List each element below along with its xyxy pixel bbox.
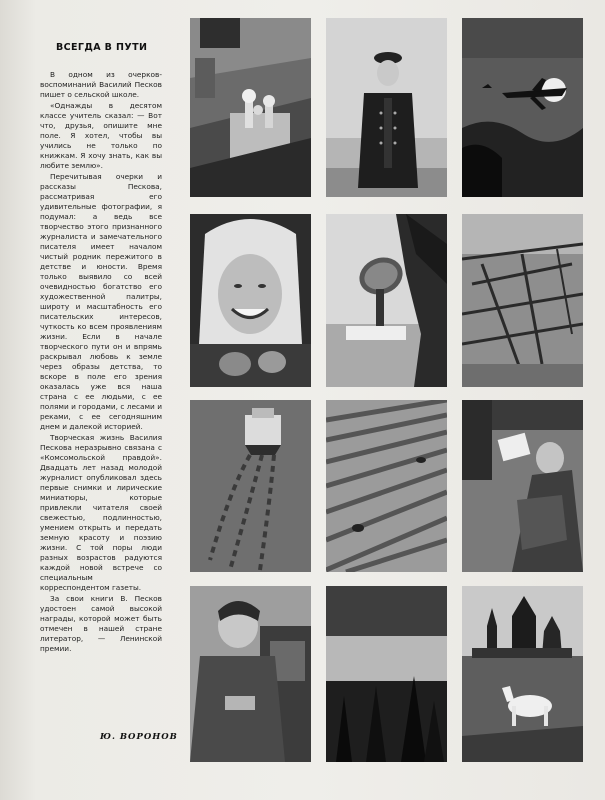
photo-kizhi-church-horse	[462, 586, 583, 762]
photo-old-woman-reading	[462, 400, 583, 572]
photo-plowed-field	[326, 400, 447, 572]
paragraph: Творческая жизнь Василия Пескова неразрывно связана с «Комсомольской правдой». Двадцать лет назад молодой журналист опубликовал здесь первые снимки и лирические миниатюры, которые привлекли читателя своей свежестью, подлинностью, умением открыть и передать земную красоту и поэзию жизни. С той поры люди разных возрастов радуются каждой новой встрече со специальным корреспондентом газеты.	[40, 433, 162, 592]
photo-fishing-nets-aerial	[462, 214, 583, 387]
article-body	[40, 70, 162, 655]
photo-young-man-car	[190, 586, 311, 762]
author-signature: Ю. ВОРОНОВ	[100, 732, 178, 742]
photo-smiling-woman	[190, 214, 311, 387]
photo-radio-telescope	[326, 214, 447, 387]
article-title: ВСЕГДА В ПУТИ	[56, 42, 148, 53]
photo-lake-forest	[326, 586, 447, 762]
paragraph: За свои книги В. Песков удостоен самой высокой награды, которой может быть отмечен в нашей стране литератор, — Ленинской премии.	[40, 594, 162, 653]
paragraph: «Однажды в десятом классе учитель сказал: — Вот что, друзья, опишите мне поле. Я хотел, чтобы вы учились не только по книжкам. Я хочу знать, как вы любите землю».	[40, 101, 162, 170]
paragraph: Перечитывая очерки и рассказы Пескова, рассматривая его удивительные фотографии, я подумал: а ведь все творчество этого признанного журналиста и замечательного писателя имеет началом чистый родник пережитого в детстве и юности. Время только выявило со всей очевидностью богатство его художественной палитры, широту и масштабность его писательских интересов, чуткость ко всем проявлениям жизни. Если в начале творческого пути он и впрямь раскрывал любовь к земле через образы детства, то вскоре в поле его зрения оказалась уже вся наша страна с ее людьми, с ее полями и городами, с лесами и реками, с ее сегодняшним днем и далекой историей.	[40, 172, 162, 431]
photo-cosmonaut-portrait	[326, 18, 447, 197]
paragraph: В одном из очерков-воспоминаний Василий Песков пишет о сельской школе.	[40, 70, 162, 99]
photo-airplane-moon	[462, 18, 583, 197]
photo-river-rafts-tugboat	[190, 400, 311, 572]
photo-kremlin-cathedral	[190, 18, 311, 197]
